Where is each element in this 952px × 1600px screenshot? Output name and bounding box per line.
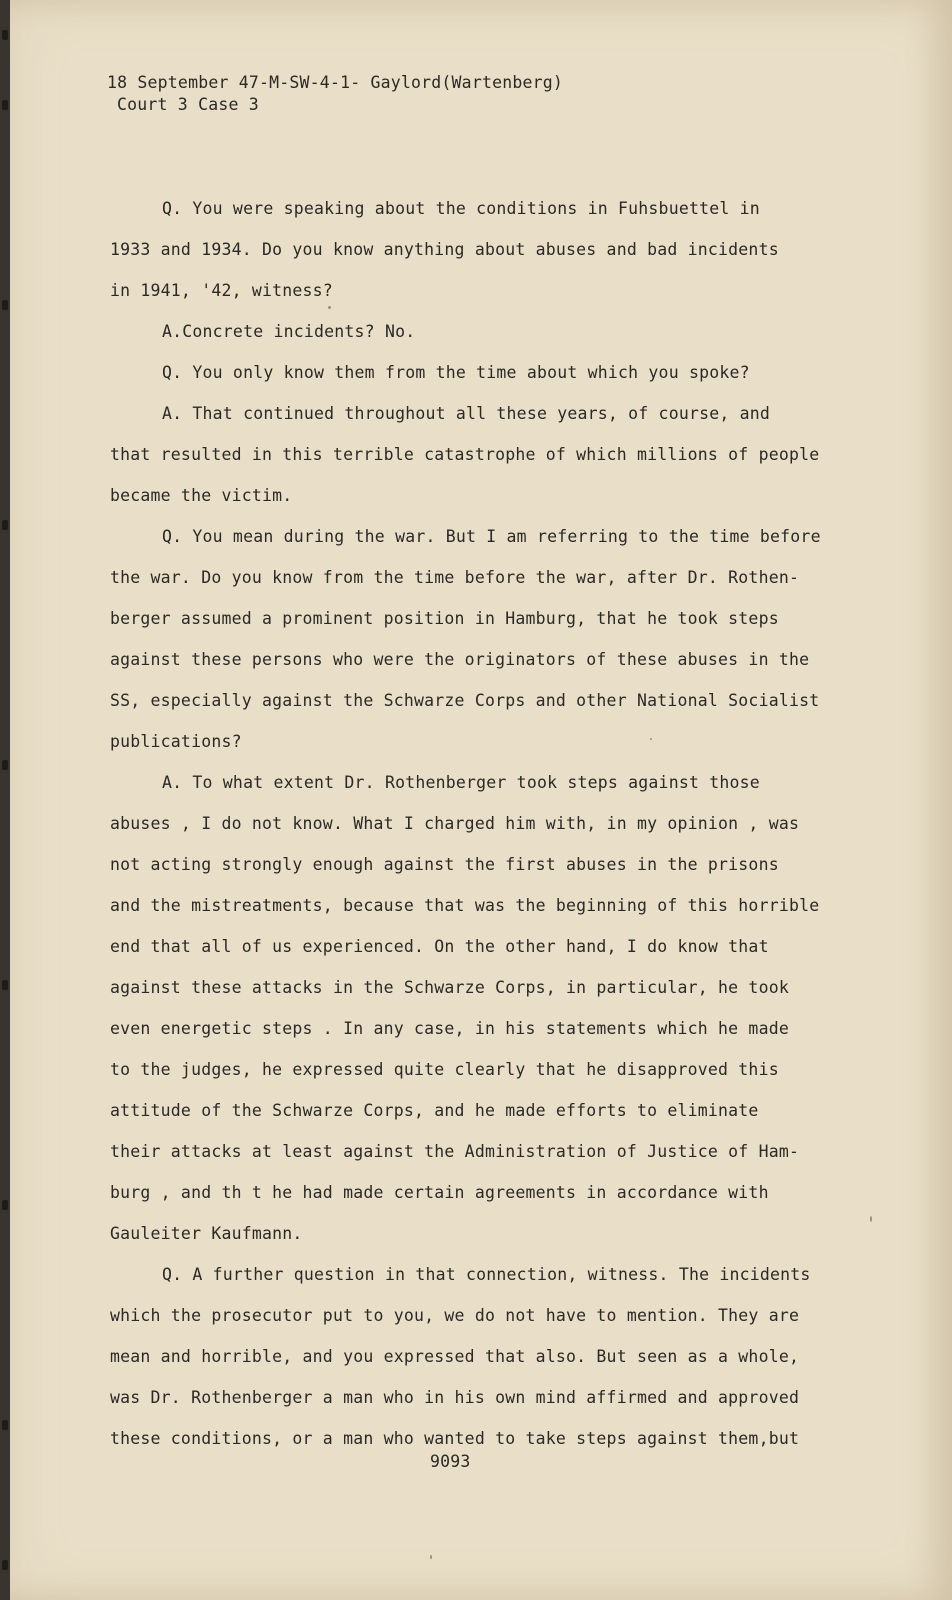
page-number: 9093: [430, 1452, 471, 1471]
binding-hole: [2, 1560, 8, 1570]
paper-speck: [870, 1216, 872, 1222]
transcript-line: burg , and th t he had made certain agreements in accordance with: [110, 1183, 769, 1202]
transcript-line: A. To what extent Dr. Rothenberger took steps against those: [162, 773, 760, 792]
transcript-line: mean and horrible, and you expressed that also. But seen as a whole,: [110, 1347, 800, 1366]
transcript-line: in 1941, '42, witness?: [110, 281, 333, 300]
transcript-line: A.Concrete incidents? No.: [162, 322, 416, 341]
binding-hole: [2, 760, 8, 770]
transcript-line: and the mistreatments, because that was the beginning of this horrible: [110, 896, 820, 915]
paper-speck: [430, 1555, 432, 1559]
transcript-line: SS, especially against the Schwarze Corps and other National Socialist: [110, 691, 820, 710]
transcript-line: their attacks at least against the Administration of Justice of Ham-: [110, 1142, 800, 1161]
transcript-line: Q. You only know them from the time about which you spoke?: [162, 363, 750, 382]
binding-edge: [0, 0, 10, 1600]
transcript-line: end that all of us experienced. On the other hand, I do know that: [110, 937, 769, 956]
transcript-body: [110, 188, 840, 1459]
transcript-line: 1933 and 1934. Do you know anything about abuses and bad incidents: [110, 240, 779, 259]
header-court-line: Court 3 Case 3: [117, 95, 259, 114]
document-header: [107, 72, 563, 116]
transcript-line: that resulted in this terrible catastrophe of which millions of people: [110, 445, 820, 464]
binding-hole: [2, 1200, 8, 1210]
transcript-line: Gauleiter Kaufmann.: [110, 1224, 303, 1243]
transcript-line: the war. Do you know from the time before the war, after Dr. Rothen-: [110, 568, 800, 587]
transcript-line: which the prosecutor put to you, we do not have to mention. They are: [110, 1306, 800, 1325]
document-page: [10, 0, 952, 1600]
transcript-line: Q. You were speaking about the conditions in Fuhsbuettel in: [162, 199, 760, 218]
transcript-line: these conditions, or a man who wanted to take steps against them,but: [110, 1429, 800, 1448]
transcript-line: against these persons who were the originators of these abuses in the: [110, 650, 810, 669]
transcript-line: Q. You mean during the war. But I am referring to the time before: [162, 527, 821, 546]
binding-hole: [2, 100, 8, 110]
transcript-line: not acting strongly enough against the first abuses in the prisons: [110, 855, 779, 874]
transcript-line: abuses , I do not know. What I charged him with, in my opinion , was: [110, 814, 800, 833]
binding-hole: [2, 30, 8, 40]
transcript-line: even energetic steps . In any case, in his statements which he made: [110, 1019, 789, 1038]
transcript-line: A. That continued throughout all these years, of course, and: [162, 404, 771, 423]
transcript-line: berger assumed a prominent position in Hamburg, that he took steps: [110, 609, 779, 628]
binding-hole: [2, 1420, 8, 1430]
transcript-line: became the victim.: [110, 486, 293, 505]
transcript-line: against these attacks in the Schwarze Corps, in particular, he took: [110, 978, 789, 997]
header-date-line: 18 September 47-M-SW-4-1- Gaylord(Wartenberg): [107, 73, 564, 92]
transcript-line: publications?: [110, 732, 242, 751]
transcript-line: attitude of the Schwarze Corps, and he made efforts to eliminate: [110, 1101, 759, 1120]
transcript-line: Q. A further question in that connection, witness. The incidents: [162, 1265, 811, 1284]
transcript-line: to the judges, he expressed quite clearly that he disapproved this: [110, 1060, 779, 1079]
binding-hole: [2, 300, 8, 310]
binding-hole: [2, 520, 8, 530]
binding-hole: [2, 980, 8, 990]
transcript-line: was Dr. Rothenberger a man who in his own mind affirmed and approved: [110, 1388, 800, 1407]
